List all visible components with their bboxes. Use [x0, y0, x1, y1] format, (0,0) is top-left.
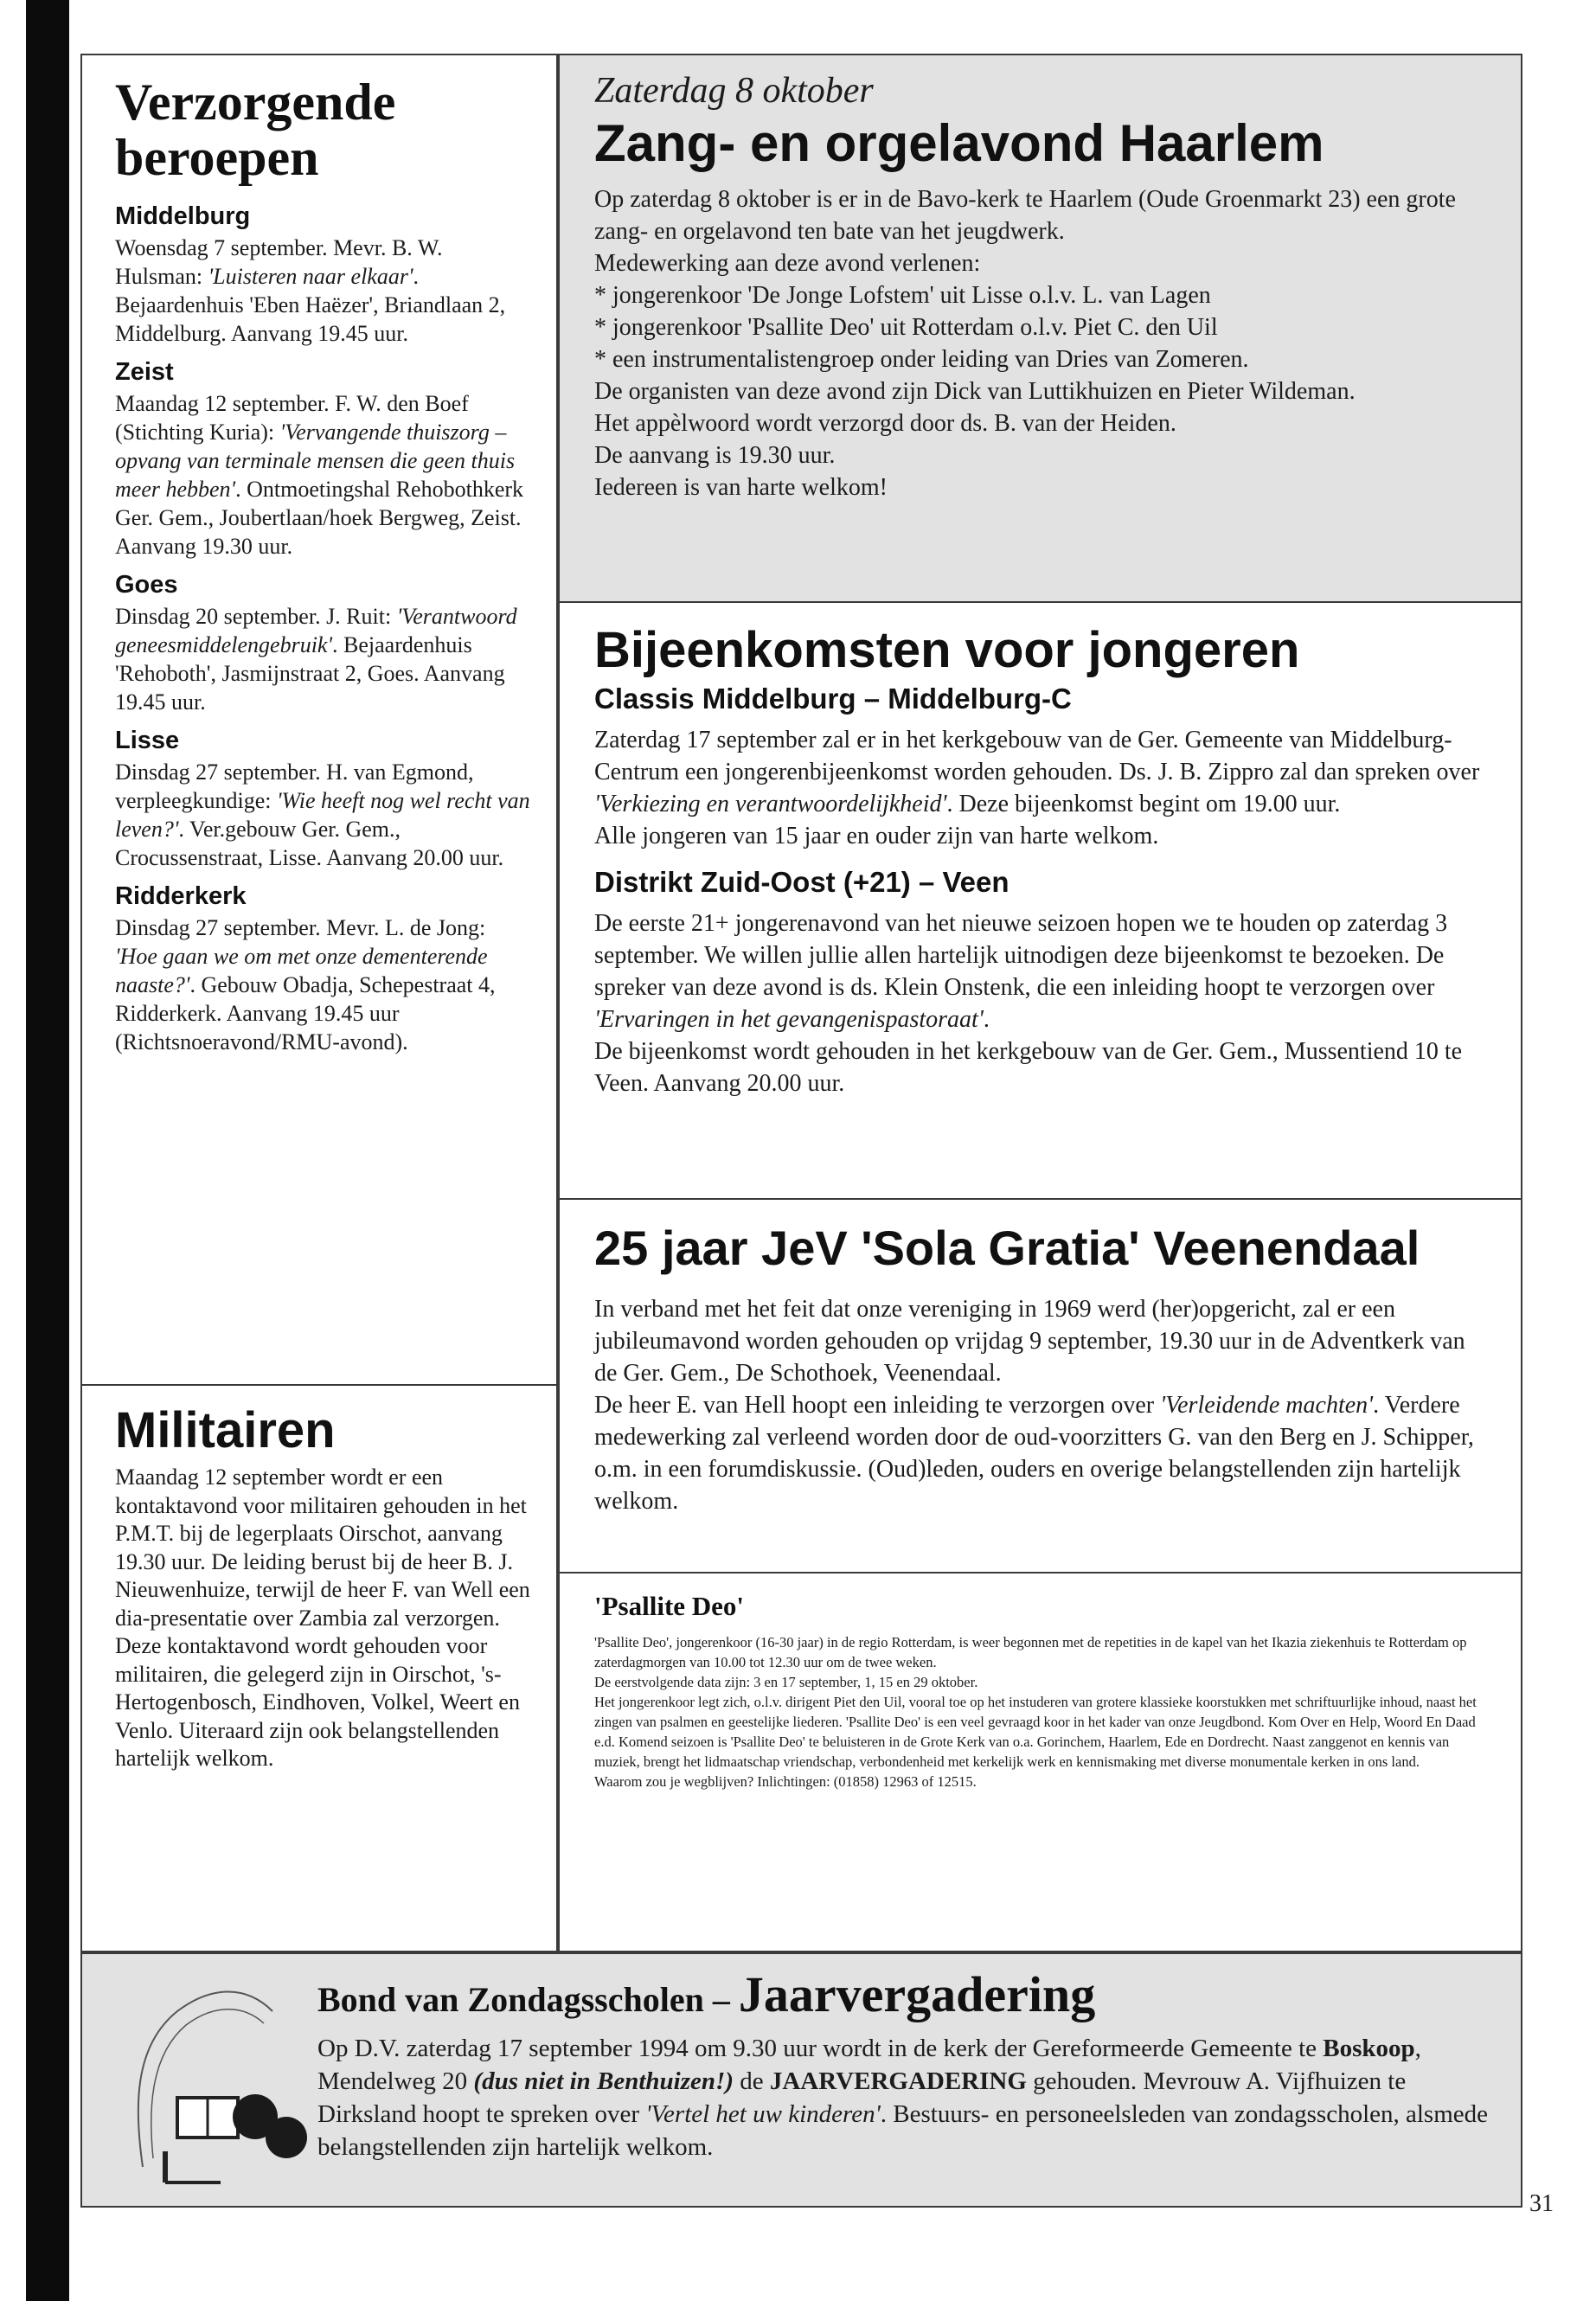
classis-text: Zaterdag 17 september zal er in het kerkgebouw van de Ger. Gemeente van Middelburg-Centrum een jongerenbijeenkomst worden gehouden. Ds. J. B. Zippro zal dan spreken over 'Verkiezing en verantwoordelijkheid'. Deze bijeenkomst begint om 19.00 uur.: [594, 727, 1480, 817]
bond-text: Op D.V. zaterdag 17 september 1994 om 9.30 uur wordt in de kerk der Gereformeerde Gemeente te Boskoop, Mendelweg 20 (dus niet in Benthuizen!) de JAARVERGADERING gehouden. Mevrouw A. Vijfhuizen te Dirksland hoopt te spreken over 'Vertel het uw kinderen'. Bestuurs- en personeelsleden van zondagsscholen, alsmede belangstellenden zijn hartelijk welkom.: [317, 2035, 1489, 2161]
sola-gratia-text-2: De heer E. van Hell hoopt een inleiding te verzorgen over 'Verleidende machten'. Verdere medewerking zal verleend worden door de oud-voorzitters G. van den Berg en J. Schipper, o.m. in een forumdiskussie. (Oud)leden, ouders en overige belangstellenden zijn hartelijk welkom.: [594, 1392, 1474, 1515]
heading-zang-orgelavond: Zang- en orgelavond Haarlem: [594, 114, 1324, 172]
entry-text: Dinsdag 27 september. Mevr. L. de Jong: 'Hoe gaan we om met onze dementerende naaste?'. Gebouw Obadja, Schepestraat 4, Ridderkerk. Aanvang 19.45 uur (Richtsnoeravond/RMU-avond).: [115, 915, 496, 1054]
bond-note: (dus niet in Benthuizen!): [473, 2067, 734, 2095]
entry-text: Woensdag 7 september. Mevr. B. W. Hulsman: 'Luisteren naar elkaar'. Bejaardenhuis 'Eben Haëzer', Briandlaan 2, Middelburg. Aanvang 19.45 uur.: [115, 235, 506, 346]
entry-text: Maandag 12 september. F. W. den Boef (Stichting Kuria): 'Vervangende thuiszorg – opvang van terminale mensen die geen thuis meer hebben'. Ontmoetingshal Rehobothkerk Ger. Gem., Joubertlaan/hoek Bergweg, Zeist. Aanvang 19.30 uur.: [115, 391, 524, 559]
entry-zeist: [115, 355, 530, 561]
haarlem-item: * een instrumentalistengroep onder leiding van Dries van Zomeren.: [594, 346, 1249, 373]
psallite-text-3: Het jongerenkoor legt zich, o.l.v. dirigent Piet den Uil, vooral toe op het instuderen van grotere klassieke koorstukken met schriftuurlijke inhoud, naast het zingen van psalmen en geestelijke liederen. 'Psallite Deo' is een veel gevraagd koor in het kader van onze Jeugdbond. Kom Over en Help, Woord En Daad e.d. Komend seizoen is 'Psallite Deo' te beluisteren in de Grote Kerk van o.a. Gorinchem, Haarlem, Ede en Dordrecht. Naast zanggenot en kennis van muziek, brengt het lidmaatschap vriendschap, verbondenheid met kerkelijk werk en kennismaking met diverse monumentale kerken in ons land.: [594, 1694, 1477, 1770]
heading-psallite-deo: 'Psallite Deo': [594, 1591, 745, 1621]
section-bond-zondagsscholen: [80, 1952, 1522, 2208]
jaarvergadering-title: Jaarvergadering: [738, 1966, 1096, 2022]
psallite-text-2: De eerstvolgende data zijn: 3 en 17 september, 1, 15 en 29 oktober.: [594, 1674, 978, 1690]
haarlem-intro: Op zaterdag 8 oktober is er in de Bavo-kerk te Haarlem (Oude Groenmarkt 23) een grote zang- en orgelavond ten bate van het jeugdwerk.: [594, 186, 1456, 245]
talk-title: 'Luisteren naar elkaar': [208, 264, 413, 289]
section-bijeenkomsten-jongeren: [558, 603, 1522, 1200]
subheading-classis-middelburg: Classis Middelburg – Middelburg-C: [594, 683, 1072, 715]
bond-title: Bond van Zondagsscholen –: [317, 1980, 739, 2019]
talk-title: 'Wie heeft nog wel recht van leven?': [115, 788, 530, 842]
event-date: Zaterdag 8 oktober: [594, 71, 874, 111]
distrikt-text: De eerste 21+ jongerenavond van het nieuwe seizoen hopen we te houden op zaterdag 3 september. We willen jullie allen hartelijk uitnodigen deze bijeenkomst te bezoeken. De spreker van deze avond is ds. Klein Onstenk, die een inleiding hoopt te verzorgen over 'Ervaringen in het gevangenispastoraat'.: [594, 910, 1448, 1033]
distrikt-location: De bijeenkomst wordt gehouden in het kerkgebouw van de Ger. Gem., Mussentiend 10 te Veen. Aanvang 20.00 uur.: [594, 1038, 1463, 1097]
haarlem-item: * jongerenkoor 'Psallite Deo' uit Rotterdam o.l.v. Piet C. den Uil: [594, 314, 1218, 341]
heading-militairen: Militairen: [115, 1402, 336, 1458]
heading-bond-jaarvergadering: [317, 1965, 1503, 2032]
haarlem-start: De aanvang is 19.30 uur.: [594, 442, 836, 469]
section-zang-orgelavond: [558, 54, 1522, 603]
militairen-text: Maandag 12 september wordt er een kontaktavond voor militairen gehouden in het P.M.T. bij de legerplaats Oirschot, aanvang 19.30 uur. De leiding berust bij de heer B. J. Nieuwenhuize, terwijl de heer F. van Well een dia-presentatie over Zambia zal verzorgen. Deze kontaktavond wordt gehouden voor militairen, die gelegerd zijn in Oirschot, 's-Hertogenbosch, Eindhoven, Volkel, Weert en Venlo. Uiteraard zijn ook belangstellenden hartelijk welkom.: [115, 1465, 530, 1771]
entry-middelburg: [115, 199, 530, 348]
bond-caps: JAARVERGADERING: [769, 2067, 1027, 2095]
talk-title: 'Verkiezing en verantwoordelijkheid': [594, 791, 947, 817]
heading-verzorgende-beroepen: Verzorgende beroepen: [115, 74, 396, 186]
section-sola-gratia: [558, 1200, 1522, 1574]
place-heading: Goes: [115, 571, 178, 599]
haarlem-lead: Medewerking aan deze avond verlenen:: [594, 250, 981, 277]
section-militairen: [80, 1386, 558, 1952]
entry-ridderkerk: [115, 879, 530, 1056]
talk-title: 'Vertel het uw kinderen': [645, 2100, 881, 2128]
entry-lisse: [115, 723, 530, 872]
psallite-text-1: 'Psallite Deo', jongerenkoor (16-30 jaar) in de regio Rotterdam, is weer begonnen met de repetities in de kapel van het Ikazia ziekenhuis te Rotterdam op zaterdagmorgen van 10.00 tot 12.30 uur om de twee weken.: [594, 1634, 1467, 1670]
talk-title: 'Verantwoord geneesmiddelengebruik': [115, 604, 517, 657]
place-heading: Ridderkerk: [115, 882, 247, 910]
talk-title: 'Ervaringen in het gevangenispastoraat': [594, 1006, 984, 1033]
classis-welcome: Alle jongeren van 15 jaar en ouder zijn van harte welkom.: [594, 823, 1159, 849]
section-psallite-deo: [558, 1574, 1522, 1952]
psallite-text-4: Waarom zou je wegblijven? Inlichtingen: (01858) 12963 of 12515.: [594, 1773, 977, 1790]
place-heading: Zeist: [115, 358, 174, 386]
place-heading: Middelburg: [115, 202, 251, 230]
heading-bijeenkomsten-jongeren: Bijeenkomsten voor jongeren: [594, 622, 1300, 678]
entry-text: Dinsdag 20 september. J. Ruit: 'Verantwoord geneesmiddelengebruik'. Bejaardenhuis 'Rehoboth', Jasmijnstraat 2, Goes. Aanvang 19.45 uur.: [115, 604, 517, 715]
sola-gratia-text-1: In verband met het feit dat onze vereniging in 1969 werd (her)opgericht, zal er een jubileumavond worden gehouden op vrijdag 9 september, 19.30 uur in de Adventkerk van de Ger. Gem., De Schothoek, Veenendaal.: [594, 1296, 1465, 1387]
page-number: 31: [1529, 2190, 1554, 2217]
section-verzorgende-beroepen: [80, 54, 558, 1386]
haarlem-word: Het appèlwoord wordt verzorgd door ds. B. van der Heiden.: [594, 410, 1176, 437]
subheading-distrikt-zuid-oost: Distrikt Zuid-Oost (+21) – Veen: [594, 866, 1010, 898]
talk-title: 'Hoe gaan we om met onze dementerende naaste?': [115, 944, 488, 997]
heading-sola-gratia: 25 jaar JeV 'Sola Gratia' Veenendaal: [594, 1221, 1420, 1275]
haarlem-welcome: Iedereen is van harte welkom!: [594, 474, 888, 501]
bond-place: Boskoop: [1323, 2035, 1415, 2062]
talk-title: 'Verleidende machten': [1160, 1392, 1374, 1419]
bond-zondagsscholen-logo: [117, 1968, 324, 2193]
place-heading: Lisse: [115, 727, 180, 754]
haarlem-item: * jongerenkoor 'De Jonge Lofstem' uit Lisse o.l.v. L. van Lagen: [594, 282, 1211, 309]
haarlem-organists: De organisten van deze avond zijn Dick van Luttikhuizen en Pieter Wildeman.: [594, 378, 1356, 405]
entry-text: Dinsdag 27 september. H. van Egmond, verpleegkundige: 'Wie heeft nog wel recht van leven?'. Ver.gebouw Ger. Gem., Crocussenstraat, Lisse. Aanvang 20.00 uur.: [115, 760, 530, 870]
talk-title: 'Vervangende thuiszorg – opvang van terminale mensen die geen thuis meer hebben': [115, 420, 516, 502]
entry-goes: [115, 567, 530, 716]
black-spine-bar: [26, 0, 69, 2301]
